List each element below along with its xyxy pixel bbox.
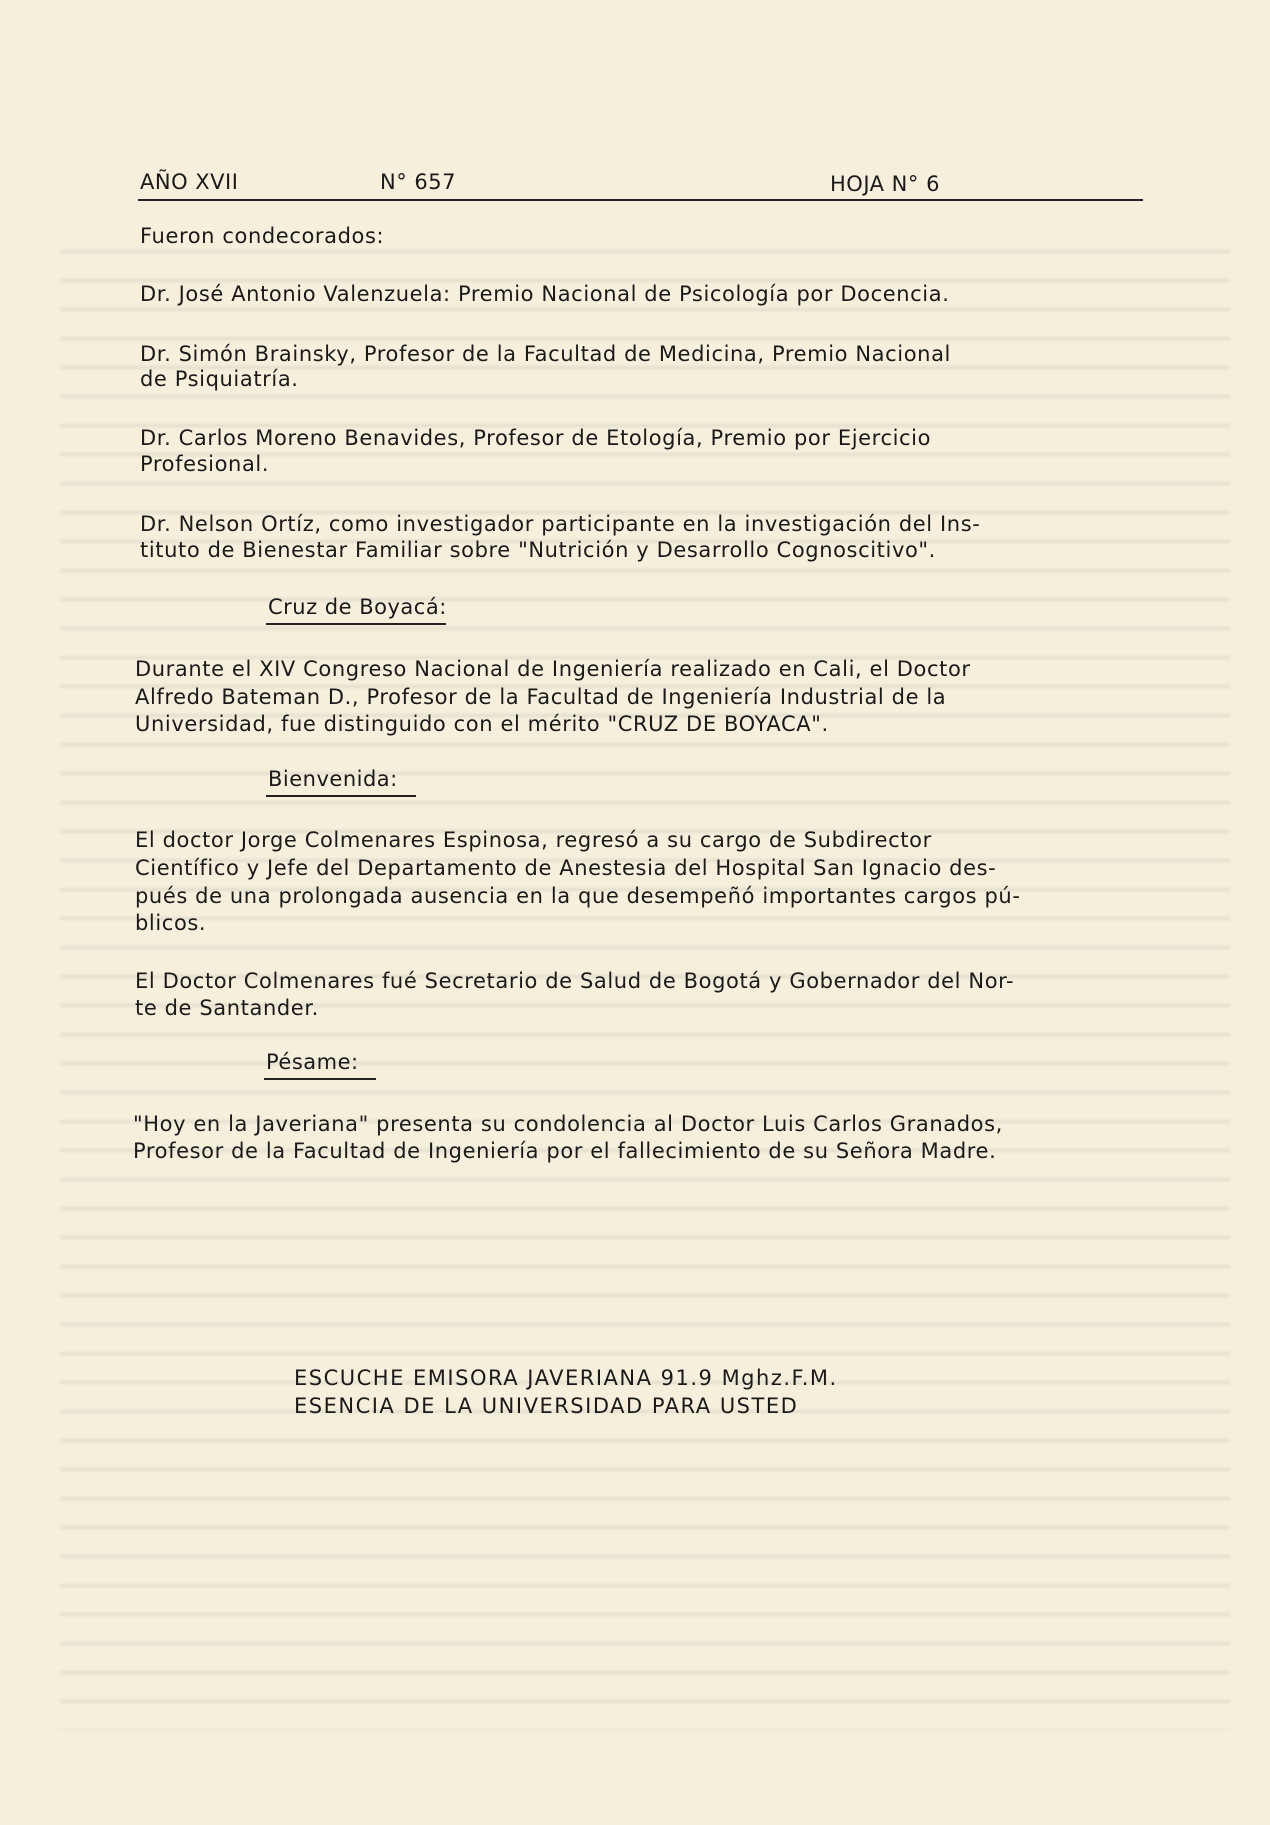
pesame-line: Profesor de la Facultad de Ingeniería por el fallecimiento de su Señora Madre. xyxy=(133,1139,997,1163)
bienvenida-line: Científico y Jefe del Departamento de Anestesia del Hospital San Ignacio des- xyxy=(135,856,997,880)
bienvenida-line: pués de una prolongada ausencia en la que desempeñó importantes cargos pú- xyxy=(135,884,1021,908)
award-line: Dr. José Antonio Valenzuela: Premio Nacional de Psicología por Docencia. xyxy=(140,282,950,306)
section-heading-pesame: Pésame: xyxy=(266,1050,359,1074)
pesame-line: "Hoy en la Javeriana" presenta su condolencia al Doctor Luis Carlos Granados, xyxy=(133,1112,1003,1136)
header-sheet: HOJA N° 6 xyxy=(830,172,940,196)
bienvenida-line: El doctor Jorge Colmenares Espinosa, regresó a su cargo de Subdirector xyxy=(135,828,932,852)
bienvenida-line: te de Santander. xyxy=(135,996,319,1020)
footer-line-2: ESENCIA DE LA UNIVERSIDAD PARA USTED xyxy=(294,1394,799,1418)
award-line: Dr. Carlos Moreno Benavides, Profesor de Etología, Premio por Ejercicio xyxy=(140,426,932,450)
award-line: Dr. Simón Brainsky, Profesor de la Facultad de Medicina, Premio Nacional xyxy=(140,342,951,366)
award-line: Dr. Nelson Ortíz, como investigador participante en la investigación del Ins- xyxy=(140,512,981,536)
header-year: AÑO XVII xyxy=(140,170,239,194)
award-line: tituto de Bienestar Familiar sobre "Nutrición y Desarrollo Cognoscitivo". xyxy=(140,538,936,562)
section-heading-bienvenida: Bienvenida: xyxy=(268,767,398,791)
cruz-line: Universidad, fue distinguido con el mérito "CRUZ DE BOYACA". xyxy=(135,712,829,736)
heading-underline xyxy=(266,795,416,797)
award-line: Profesional. xyxy=(140,452,270,476)
intro-text: Fueron condecorados: xyxy=(140,224,385,248)
section-heading-cruz: Cruz de Boyacá: xyxy=(268,595,447,619)
footer-line-1: ESCUCHE EMISORA JAVERIANA 91.9 Mghz.F.M. xyxy=(294,1366,838,1390)
cruz-line: Durante el XIV Congreso Nacional de Ingeniería realizado en Cali, el Doctor xyxy=(135,657,971,681)
heading-underline xyxy=(264,1078,376,1080)
bienvenida-line: blicos. xyxy=(135,911,207,935)
heading-underline xyxy=(266,623,446,625)
cruz-line: Alfredo Bateman D., Profesor de la Facultad de Ingeniería Industrial de la xyxy=(135,685,947,709)
header-number: N° 657 xyxy=(380,170,456,194)
header-rule xyxy=(138,199,1143,201)
bienvenida-line: El Doctor Colmenares fué Secretario de Salud de Bogotá y Gobernador del Nor- xyxy=(135,969,1015,993)
award-line: de Psiquiatría. xyxy=(140,367,299,391)
